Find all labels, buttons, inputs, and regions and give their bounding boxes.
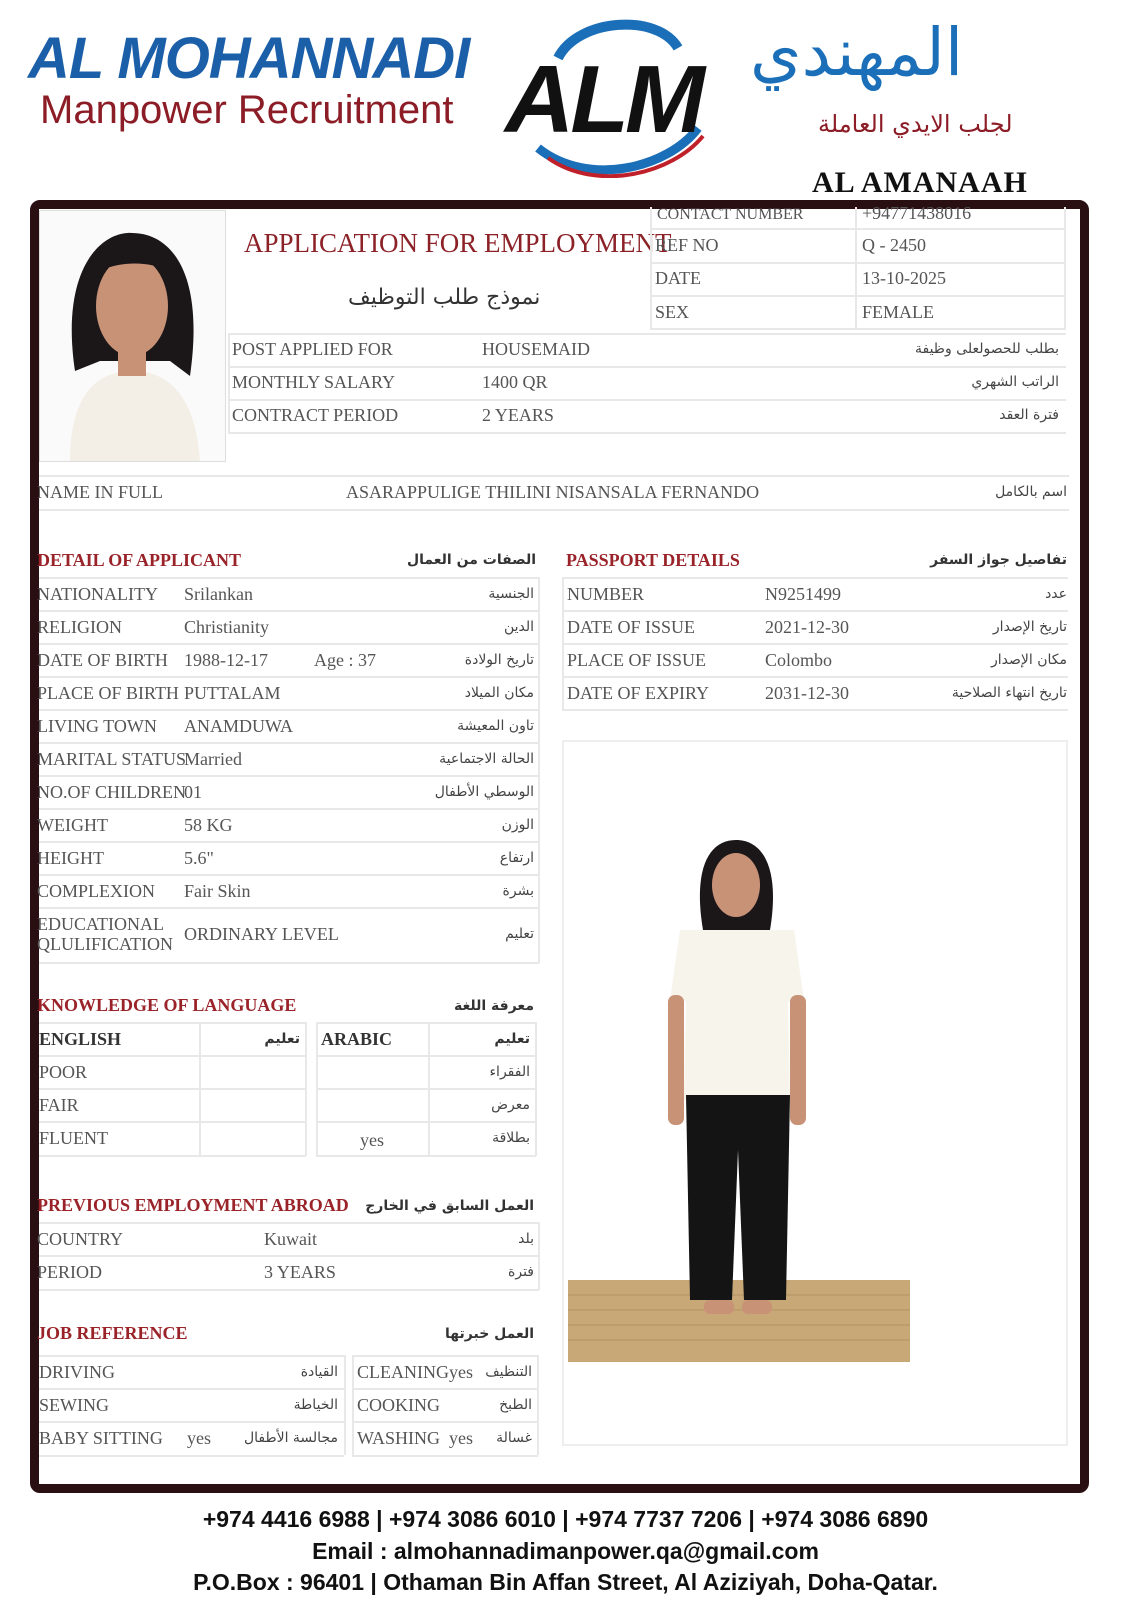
arabic-level-value: yes: [360, 1130, 384, 1150]
applicant-row-value: 58 KG: [184, 815, 233, 835]
job-left-label: SEWING: [39, 1395, 109, 1415]
post-label: POST APPLIED FOR: [232, 339, 393, 359]
applicant-row-value: PUTTALAM: [184, 683, 281, 703]
applicant-row-arabic: الوسطي الأطفال: [434, 784, 534, 800]
ref-value: Q - 2450: [862, 235, 926, 255]
job-heading-arabic: العمل خبرتها: [445, 1326, 534, 1342]
contact-value: +94771438016: [862, 203, 972, 223]
applicant-row-arabic: الوزن: [501, 817, 534, 833]
job-right-arabic: غسالة: [496, 1430, 532, 1446]
applicant-row-arabic: ارتفاع: [499, 850, 534, 866]
contact-label: CONTACT NUMBER: [657, 206, 804, 223]
english-header: ENGLISH: [39, 1029, 122, 1049]
applicant-row-arabic: تاريخ الولادة: [464, 652, 534, 668]
sex-value: FEMALE: [862, 302, 934, 322]
arabic-header: ARABIC: [321, 1029, 393, 1049]
post-arabic: بطلب للحصولعلى وظيفة: [914, 341, 1059, 357]
applicant-row-value: Fair Skin: [184, 881, 251, 901]
footer-address: P.O.Box : 96401 | Othaman Bin Affan Street, Al Aziziyah, Doha-Qatar.: [193, 1569, 938, 1595]
country-value: Kuwait: [264, 1229, 317, 1249]
ref-label: REF NO: [655, 235, 719, 255]
country-label: COUNTRY: [37, 1229, 124, 1249]
passport-row-arabic: تاريخ انتهاء الصلاحية: [951, 685, 1067, 701]
salary-label: MONTHLY SALARY: [232, 372, 396, 392]
passport-row-label: DATE OF ISSUE: [567, 617, 696, 637]
brand-subtitle-arabic: لجلب الايدي العاملة: [818, 110, 1013, 138]
applicant-row-label: NO.OF CHILDREN: [37, 782, 187, 802]
applicant-row-label: COMPLEXION: [37, 881, 156, 901]
english-col-arabic: تعليم: [264, 1031, 300, 1047]
passport-row-arabic: عدد: [1045, 586, 1067, 602]
salary-value: 1400 QR: [482, 372, 548, 392]
applicant-row-label: WEIGHT: [37, 815, 108, 835]
applicant-row-label: LIVING TOWN: [37, 716, 157, 736]
applicant-row-label: HEIGHT: [37, 848, 104, 868]
applicant-row-label: RELIGION: [37, 617, 122, 637]
job-left-value: yes: [187, 1428, 211, 1448]
partner-name: AL AMANAAH: [812, 166, 1028, 199]
language-level-label: POOR: [39, 1062, 88, 1082]
education-label-line-2: QLULIFICATION: [37, 934, 173, 954]
form-title: APPLICATION FOR EMPLOYMENT: [244, 228, 672, 258]
job-right-label: COOKING: [357, 1395, 440, 1415]
applicant-heading-arabic: الصفات من العمال: [406, 552, 536, 568]
applicant-heading: DETAIL OF APPLICANT: [37, 550, 242, 570]
language-heading-arabic: معرفة اللغة: [454, 998, 534, 1014]
salary-arabic: الراتب الشهري: [971, 374, 1059, 390]
form-title-arabic: نموذج طلب التوظيف: [348, 285, 541, 310]
passport-heading-arabic: تفاصيل جواز السفر: [930, 552, 1067, 568]
passport-row-label: NUMBER: [567, 584, 645, 604]
period-arabic: فترة: [508, 1264, 534, 1280]
applicant-row-value: ANAMDUWA: [184, 716, 293, 736]
applicant-row-value: 5.6": [184, 848, 214, 868]
applicant-row-label: NATIONALITY: [37, 584, 158, 604]
job-left-arabic: مجالسة الأطفال: [243, 1430, 338, 1446]
period-label: PERIOD: [37, 1262, 103, 1282]
brand-subtitle: Manpower Recruitment: [40, 88, 454, 132]
applicant-row-arabic: الدين: [503, 619, 534, 635]
language-level-arabic: معرض: [491, 1097, 530, 1113]
arabic-col-arabic: تعليم: [494, 1031, 530, 1047]
previous-heading: PREVIOUS EMPLOYMENT ABROAD: [37, 1195, 349, 1215]
passport-row-value: 2031-12-30: [765, 683, 849, 703]
education-arabic: تعليم: [505, 926, 534, 942]
job-right-value: yes: [449, 1362, 473, 1382]
post-value: HOUSEMAID: [482, 339, 590, 359]
job-left-label: BABY SITTING: [39, 1428, 163, 1448]
name-arabic: اسم بالكامل: [995, 484, 1067, 500]
passport-row-value: Colombo: [765, 650, 833, 670]
job-right-label: WASHING: [357, 1428, 440, 1448]
applicant-row-arabic: الجنسية: [488, 586, 534, 602]
job-heading: JOB REFERENCE: [37, 1323, 188, 1343]
passport-row-label: DATE OF EXPIRY: [567, 683, 710, 703]
passport-row-label: PLACE OF ISSUE: [567, 650, 707, 670]
passport-row-value: N9251499: [765, 584, 841, 604]
applicant-row-value: Christianity: [184, 617, 269, 637]
language-level-label: FAIR: [39, 1095, 79, 1115]
name-value: ASARAPPULIGE THILINI NISANSALA FERNANDO: [346, 482, 760, 502]
job-right-arabic: الطبخ: [499, 1397, 532, 1413]
logo-text: ALM: [505, 46, 701, 153]
job-left-label: DRIVING: [39, 1362, 115, 1382]
job-right-arabic: التنظيف: [485, 1364, 532, 1380]
sex-label: SEX: [655, 302, 690, 322]
applicant-row-arabic: الحالة الاجتماعية: [439, 751, 534, 767]
passport-row-value: 2021-12-30: [765, 617, 849, 637]
job-left-arabic: الخياطة: [293, 1397, 338, 1413]
applicant-row-value: 01: [184, 782, 202, 802]
date-value: 13-10-2025: [862, 268, 946, 288]
contract-value: 2 YEARS: [482, 405, 554, 425]
applicant-row-value: Srilankan: [184, 584, 253, 604]
portrait-photo: [39, 210, 226, 462]
applicant-row-arabic: بشرة: [502, 883, 534, 899]
education-label: [37, 914, 173, 954]
applicant-row-label: MARITAL STATUS: [37, 749, 186, 769]
job-right-value: yes: [449, 1428, 473, 1448]
brand-name-arabic: المهندي: [750, 14, 964, 91]
footer-phones: +974 4416 6988 | +974 3086 6010 | +974 7737 7206 | +974 3086 6890: [202, 1506, 929, 1532]
date-label: DATE: [655, 268, 701, 288]
passport-row-arabic: تاريخ الإصدار: [992, 619, 1067, 635]
contract-arabic: فترة العقد: [999, 407, 1059, 423]
applicant-row-label: PLACE OF BIRTH: [37, 683, 179, 703]
applicant-row-arabic: مكان الميلاد: [464, 685, 534, 701]
education-label-line-1: EDUCATIONAL: [37, 914, 164, 934]
previous-heading-arabic: العمل السابق في الخارج: [365, 1198, 534, 1214]
job-right-label: CLEANING: [357, 1362, 449, 1382]
language-heading: KNOWLEDGE OF LANGUAGE: [37, 995, 297, 1015]
language-level-arabic: الفقراء: [489, 1064, 530, 1080]
country-arabic: بلد: [518, 1231, 534, 1247]
full-body-photo-icon: [568, 830, 910, 1362]
job-left-arabic: القيادة: [300, 1364, 338, 1380]
period-value: 3 YEARS: [264, 1262, 336, 1282]
contract-label: CONTRACT PERIOD: [232, 405, 399, 425]
applicant-row-label: DATE OF BIRTH: [37, 650, 168, 670]
age-value: Age : 37: [314, 650, 376, 670]
applicant-row-value: 1988-12-17: [184, 650, 268, 670]
language-level-label: FLUENT: [39, 1128, 108, 1148]
brand-name-english: AL MOHANNADI: [28, 26, 470, 91]
applicant-row-value: Married: [184, 749, 242, 769]
education-value: ORDINARY LEVEL: [184, 924, 339, 944]
name-label: NAME IN FULL: [37, 482, 163, 502]
passport-row-arabic: مكان الإصدار: [991, 652, 1067, 668]
language-level-arabic: بطلاقة: [492, 1130, 530, 1146]
applicant-row-arabic: تاون المعيشة: [457, 718, 534, 734]
passport-heading: PASSPORT DETAILS: [566, 550, 740, 570]
portrait-figure-icon: [40, 211, 225, 461]
footer-email: Email : almohannadimanpower.qa@gmail.com: [312, 1538, 819, 1564]
